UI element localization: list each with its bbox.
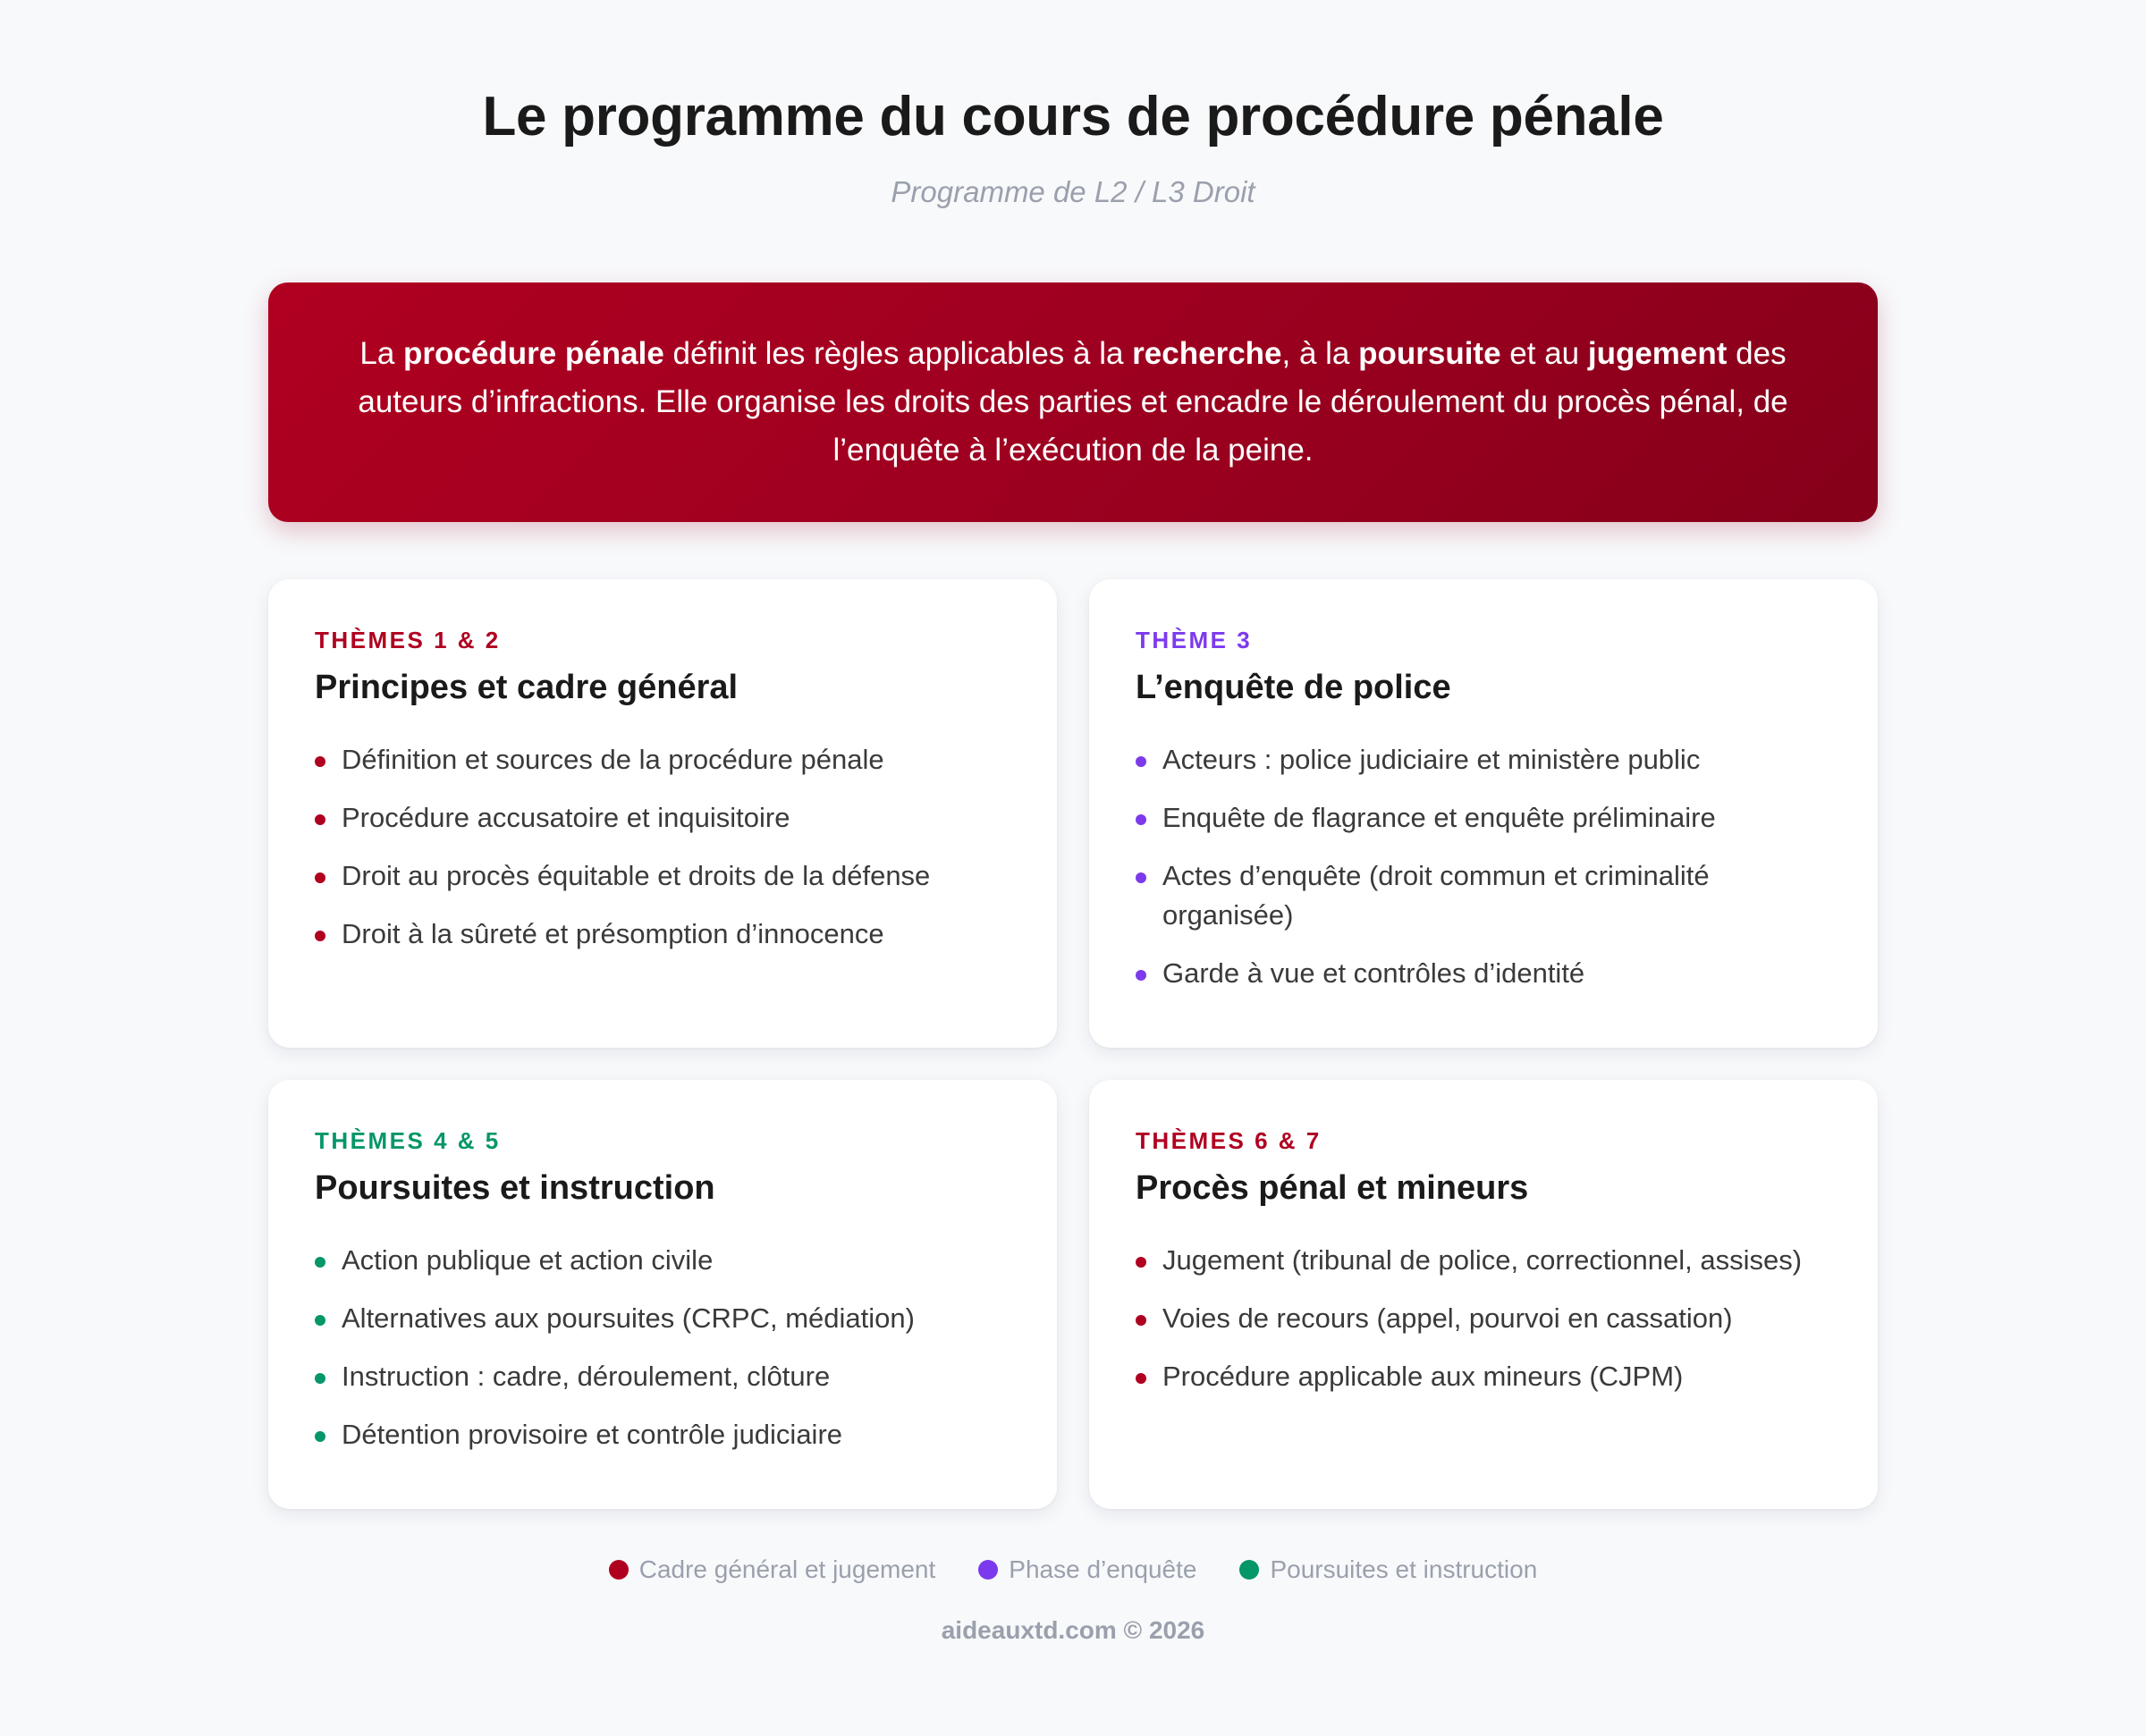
list-item <box>1136 1241 1831 1280</box>
intro-text <box>331 330 1815 475</box>
intro-highlight-poursuite: poursuite <box>1358 336 1501 371</box>
list-item-text: Jugement (tribunal de police, correctionnel, assises) <box>1162 1244 1803 1276</box>
bullet-dot-icon <box>1136 814 1146 825</box>
list-item <box>315 1241 1010 1280</box>
intro-text-part: définit les règles applicables à la <box>663 336 1133 371</box>
list-item-text: Acteurs : police judiciaire et ministère public <box>1162 744 1701 775</box>
bullet-dot-icon <box>315 814 325 825</box>
list-item-text: Actes d’enquête (droit commun et criminalité organisée) <box>1162 860 1710 931</box>
list-item-text: Enquête de flagrance et enquête préliminaire <box>1162 802 1716 833</box>
legend-label: Cadre général et jugement <box>638 1555 936 1583</box>
intro-highlight-jugement: jugement <box>1587 336 1728 371</box>
legend-dot-icon <box>609 1560 629 1580</box>
bullet-dot-icon <box>315 756 325 767</box>
list-item <box>1136 954 1831 993</box>
bullet-dot-icon <box>1136 1257 1146 1268</box>
list-item <box>315 856 1010 896</box>
intro-text-part: , à la <box>1281 336 1359 371</box>
list-item-text: Définition et sources de la procédure pénale <box>342 744 884 775</box>
list-item <box>315 1357 1010 1396</box>
page-title: Le programme du cours de procédure pénale <box>482 86 1664 147</box>
list-item <box>315 798 1010 838</box>
legend-label: Phase d’enquête <box>1009 1555 1197 1583</box>
intro-banner <box>268 282 1878 522</box>
intro-highlight-recherche: recherche <box>1132 336 1282 371</box>
bullet-dot-icon <box>315 1373 325 1384</box>
bullet-dot-icon <box>315 872 325 883</box>
list-item-text: Alternatives aux poursuites (CRPC, médiation) <box>342 1302 915 1334</box>
theme-card-enquete <box>1089 579 1878 1048</box>
card-title: Poursuites et instruction <box>315 1169 715 1207</box>
intro-text-part: et au <box>1500 336 1588 371</box>
card-list <box>315 1241 1010 1454</box>
legend-label: Poursuites et instruction <box>1270 1555 1538 1583</box>
card-list <box>1136 740 1831 993</box>
list-item-text: Action publique et action civile <box>342 1244 714 1276</box>
bullet-dot-icon <box>1136 1373 1146 1384</box>
theme-card-principes <box>268 579 1057 1048</box>
intro-text-part: La <box>359 336 404 371</box>
bullet-dot-icon <box>315 1431 325 1442</box>
list-item-text: Droit à la sûreté et présomption d’innocence <box>342 918 884 949</box>
list-item <box>1136 798 1831 838</box>
list-item <box>315 1299 1010 1338</box>
card-list <box>315 740 1010 954</box>
bullet-dot-icon <box>1136 970 1146 981</box>
list-item <box>1136 740 1831 780</box>
card-list <box>1136 1241 1831 1396</box>
bullet-dot-icon <box>315 1257 325 1268</box>
list-item-text: Détention provisoire et contrôle judiciaire <box>342 1419 843 1450</box>
card-tag: THÈME 3 <box>1136 627 1253 653</box>
list-item <box>1136 1357 1831 1396</box>
card-title: L’enquête de police <box>1136 669 1451 706</box>
list-item-text: Droit au procès équitable et droits de la défense <box>342 860 931 891</box>
legend-item-red <box>609 1552 936 1588</box>
card-title: Principes et cadre général <box>315 669 739 706</box>
legend-dot-icon <box>1239 1560 1259 1580</box>
list-item <box>315 1415 1010 1454</box>
bullet-dot-icon <box>1136 756 1146 767</box>
bullet-dot-icon <box>315 1315 325 1326</box>
list-item <box>1136 856 1831 935</box>
list-item-text: Procédure accusatoire et inquisitoire <box>342 802 790 833</box>
legend <box>0 1552 2146 1588</box>
intro-highlight-procedure-penale: procédure pénale <box>403 336 664 371</box>
list-item <box>315 740 1010 780</box>
page-subtitle: Programme de L2 / L3 Droit <box>891 175 1255 208</box>
list-item-text: Voies de recours (appel, pourvoi en cassation) <box>1162 1302 1733 1334</box>
list-item-text: Procédure applicable aux mineurs (CJPM) <box>1162 1361 1684 1392</box>
card-title: Procès pénal et mineurs <box>1136 1169 1529 1207</box>
card-tag: THÈMES 1 & 2 <box>315 627 501 653</box>
list-item <box>315 914 1010 954</box>
bullet-dot-icon <box>315 931 325 941</box>
list-item-text: Instruction : cadre, déroulement, clôture <box>342 1361 831 1392</box>
theme-card-proces <box>1089 1080 1878 1509</box>
intro-text-part: des auteurs d’infractions. Elle organise les droits des parties et encadre le déroulement du procès pénal, de l’enquête à l’exécution de la peine. <box>358 336 1788 468</box>
card-tag: THÈMES 4 & 5 <box>315 1127 501 1154</box>
list-item-text: Garde à vue et contrôles d’identité <box>1162 957 1585 989</box>
card-tag: THÈMES 6 & 7 <box>1136 1127 1322 1154</box>
legend-item-purple <box>978 1552 1196 1588</box>
bullet-dot-icon <box>1136 1315 1146 1326</box>
legend-dot-icon <box>978 1560 998 1580</box>
list-item <box>1136 1299 1831 1338</box>
bullet-dot-icon <box>1136 872 1146 883</box>
theme-card-poursuites <box>268 1080 1057 1509</box>
footer-copyright: aideauxtd.com © 2026 <box>941 1616 1205 1644</box>
legend-item-green <box>1239 1552 1537 1588</box>
